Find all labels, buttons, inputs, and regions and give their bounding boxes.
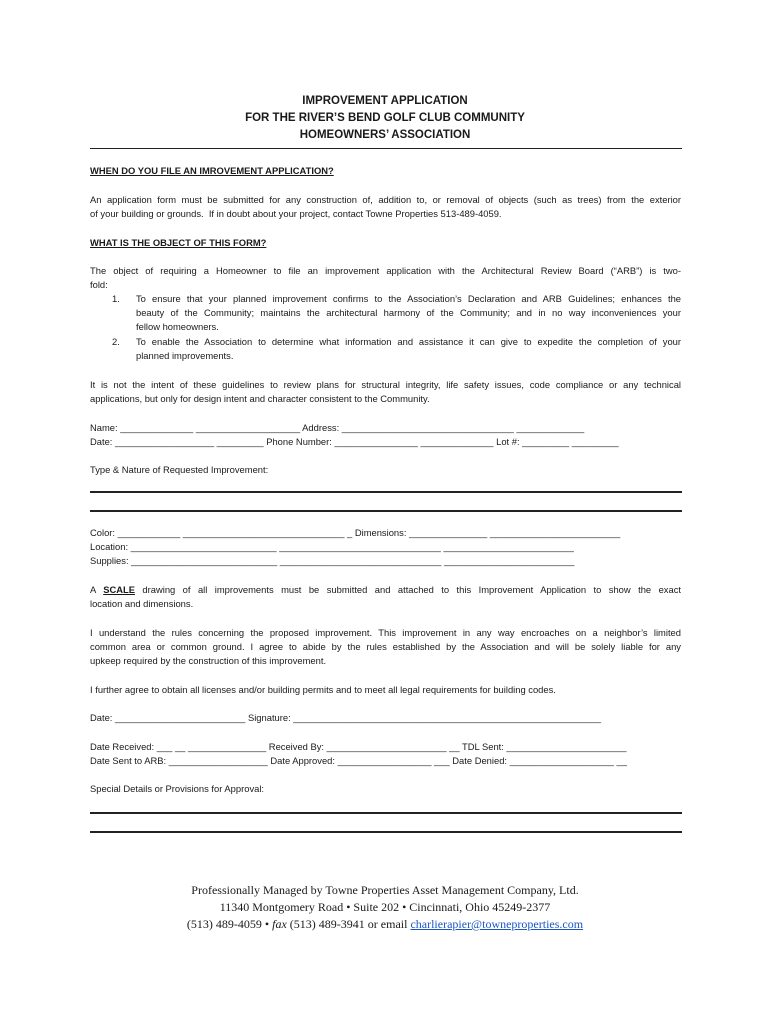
form-title-line-1: IMPROVEMENT APPLICATION — [302, 95, 468, 107]
improvement-type-write-line-1[interactable] — [90, 491, 682, 493]
scale-sentence: drawing of all improvements must be submitted and attached to this Improvement Application to show the exact — [134, 584, 681, 595]
special-details-write-line-1[interactable] — [90, 812, 682, 814]
when-paragraph-line-1: An application form must be submitted for any construction of, addition to, or removal of objects (such as trees) from the exterior — [90, 194, 681, 205]
list-item-2-line-2: planned improvements. — [136, 350, 234, 361]
agreement-line-2: common area or common ground. I agree to abide by the rules established by the Association and will be solely liable for any — [90, 641, 681, 652]
special-details-label: Special Details or Provisions for Approval: — [90, 783, 265, 794]
footer-fax-email-text: (513) 489-3941 or email — [286, 917, 411, 931]
list-item-1-line-3: fellow homeowners. — [136, 321, 219, 332]
arb-approval-field[interactable]: Date Sent to ARB: ___________________ Date Approved: __________________ ___ Date Denied: ____________________ __ — [90, 755, 627, 766]
intent-note-line-2: applications, but only for design intent and character consistent to the Community. — [90, 393, 430, 404]
footer-email-link[interactable]: charlierapier@towneproperties.com — [410, 917, 584, 931]
scale-drawing-line-2: location and dimensions. — [90, 598, 194, 609]
color-dimensions-field[interactable]: Color: ____________ _______________________________ _ Dimensions: _______________ _________________________ — [90, 527, 621, 538]
footer-fax-label: fax — [272, 917, 287, 931]
when-heading: WHEN DO YOU FILE AN IMROVEMENT APPLICATION? — [90, 165, 334, 176]
object-heading: WHAT IS THE OBJECT OF THIS FORM? — [90, 237, 267, 248]
form-title-line-2: FOR THE RIVER’S BEND GOLF CLUB COMMUNITY — [245, 112, 525, 124]
scale-prefix: A — [90, 584, 104, 595]
footer-address-line: 11340 Montgomery Road • Suite 202 • Cincinnati, Ohio 45249-2377 — [219, 900, 551, 914]
object-intro-line-2: fold: — [90, 279, 108, 290]
list-number-1: 1. — [112, 293, 120, 304]
name-address-field[interactable]: Name: ______________ ____________________ Address: _________________________________ _____________ — [90, 422, 585, 433]
intent-note-line-1: It is not the intent of these guidelines to review plans for structural integrity, life safety issues, code compliance or any technical — [90, 379, 681, 390]
title-divider — [90, 148, 682, 149]
when-paragraph-line-2: of your building or grounds. If in doubt about your project, contact Towne Properties 513-489-4059. — [90, 208, 502, 219]
improvement-type-write-line-2[interactable] — [90, 510, 682, 512]
supplies-field[interactable]: Supplies: ____________________________ _______________________________ _________________________ — [90, 555, 575, 566]
object-intro-line-1: The object of requiring a Homeowner to file an improvement application with the Architectural Review Board (“ARB”) is two- — [90, 265, 681, 276]
footer-management-line: Professionally Managed by Towne Properties Asset Management Company, Ltd. — [191, 883, 579, 897]
footer-phone: (513) 489-4059 • — [186, 917, 273, 931]
location-field[interactable]: Location: ____________________________ _______________________________ _________________________ — [90, 541, 574, 552]
received-tdl-field[interactable]: Date Received: ___ __ _______________ Received By: _______________________ __ TDL Sent: _______________________ — [90, 741, 627, 752]
special-details-write-line-2[interactable] — [90, 831, 682, 833]
form-title-line-3: HOMEOWNERS’ ASSOCIATION — [299, 129, 471, 141]
list-item-1-line-2: beauty of the Community; maintains the architectural harmony of the Community; and in no way inconveniences your — [136, 307, 681, 318]
list-number-2: 2. — [112, 336, 120, 347]
list-item-1-line-1: To ensure that your planned improvement confirms to the Association’s Declaration and ARB Guidelines; enhances the — [136, 293, 681, 304]
date-signature-field[interactable]: Date: _________________________ Signature: ___________________________________________________________ — [90, 712, 601, 723]
footer-contact-line — [0, 917, 770, 932]
list-item-2-line-1: To enable the Association to determine what information and assistance it can give to expedite the completion of your — [136, 336, 681, 347]
scale-drawing-line-1 — [90, 584, 681, 595]
date-phone-lot-field[interactable]: Date: ___________________ _________ Phone Number: ________________ ______________ Lot #: _________ _________ — [90, 436, 619, 447]
improvement-type-label: Type & Nature of Requested Improvement: — [90, 464, 269, 475]
scale-keyword: SCALE — [103, 584, 135, 595]
agreement-line-3: upkeep required by the construction of this improvement. — [90, 655, 327, 666]
agreement-line-1: I understand the rules concerning the proposed improvement. This improvement in any way encroaches on a neighbor’s limited — [90, 627, 681, 638]
licenses-statement: I further agree to obtain all licenses and/or building permits and to meet all legal requirements for building codes. — [90, 684, 556, 695]
